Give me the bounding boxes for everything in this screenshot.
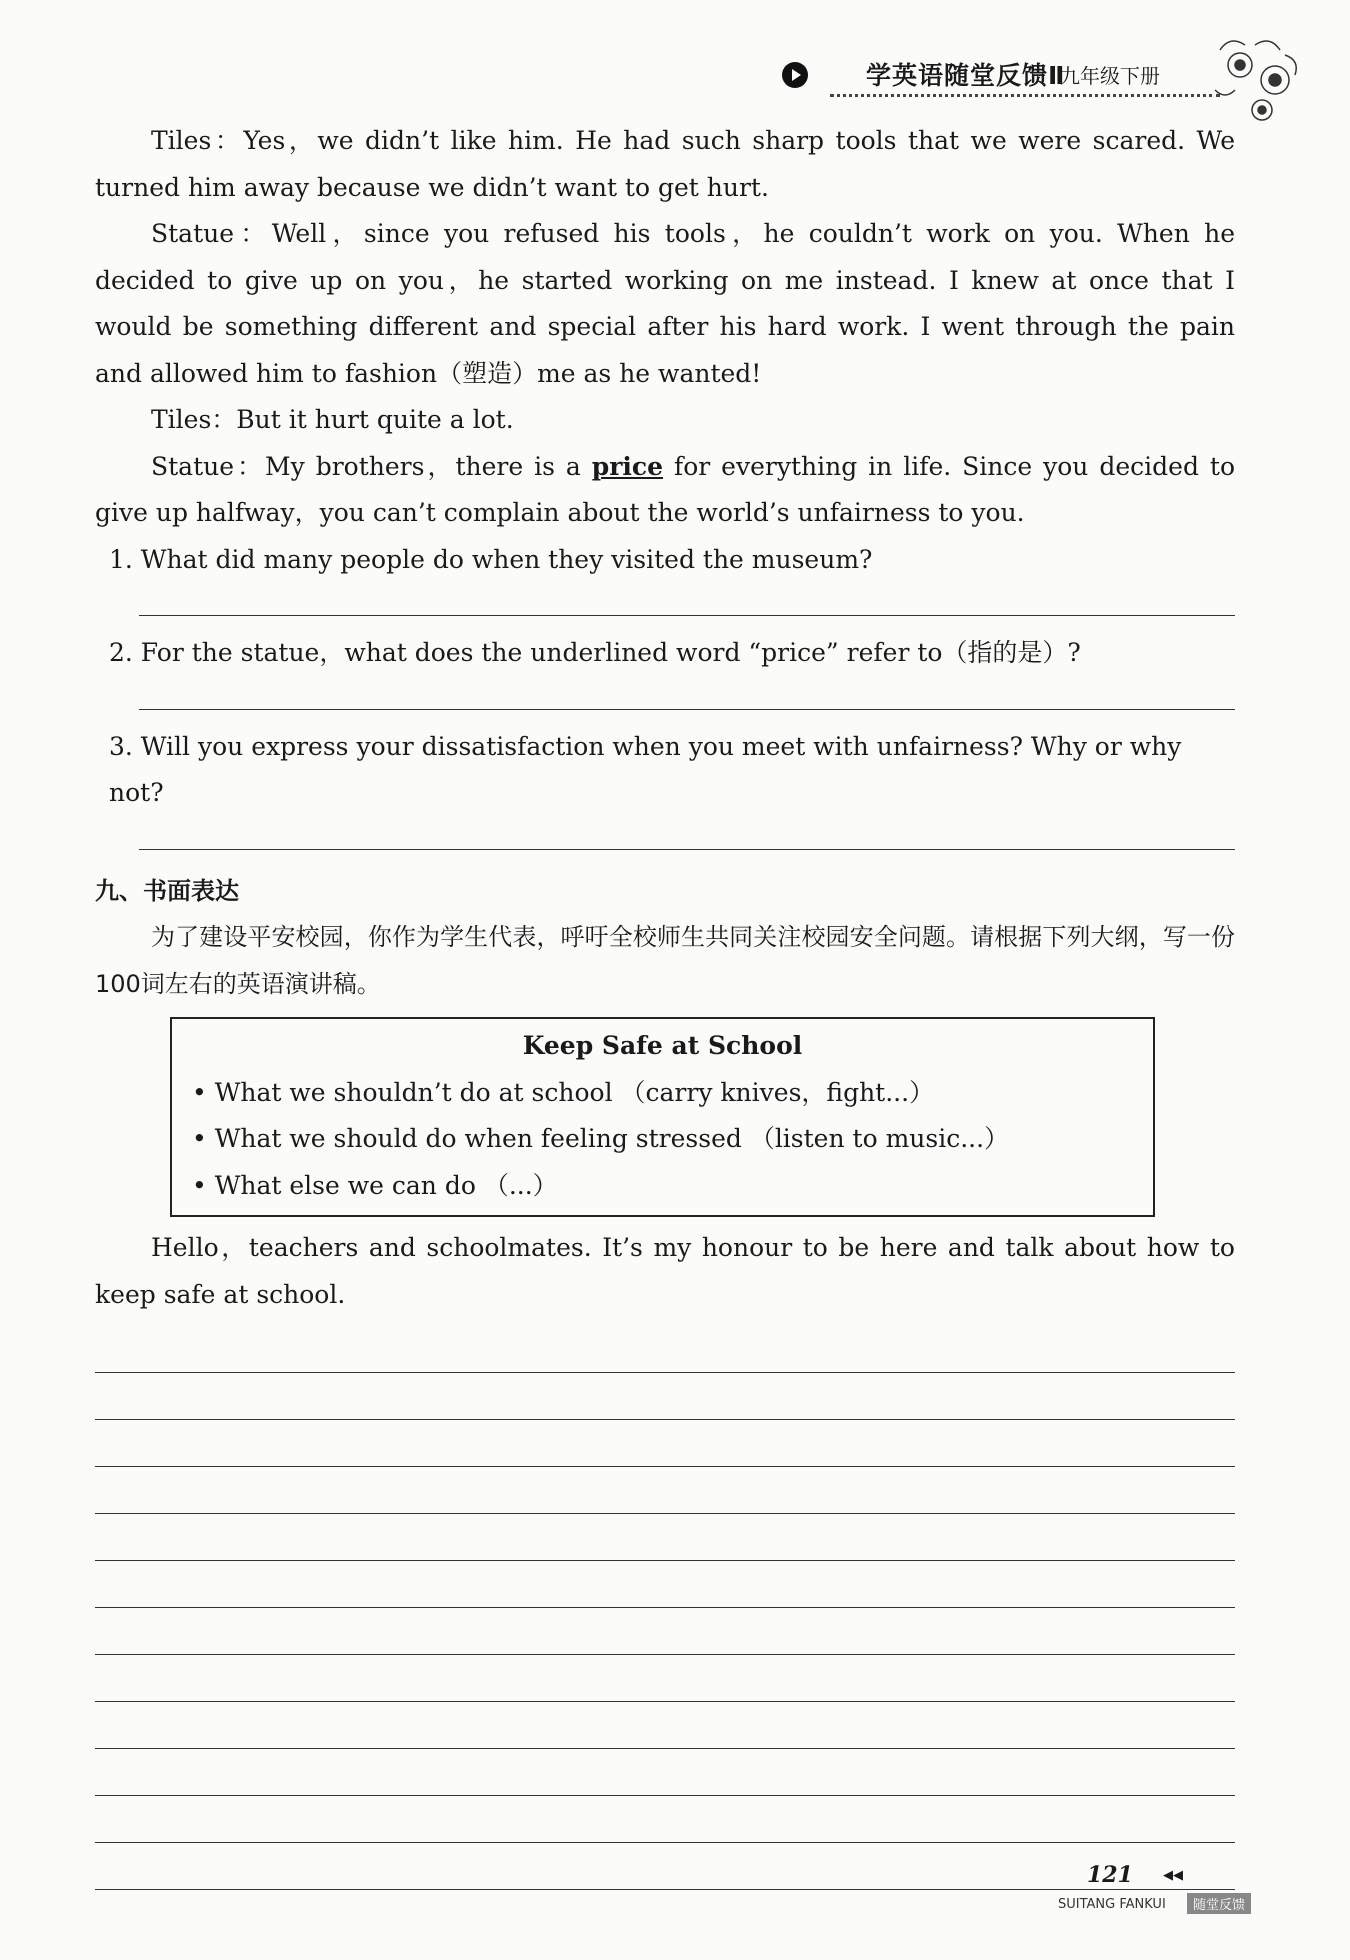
outline-item: • What we should do when feeling stressed （listen to music...） xyxy=(192,1124,1010,1153)
writing-line[interactable] xyxy=(95,1467,1235,1514)
underlined-word-price: price xyxy=(591,451,664,481)
writing-line[interactable] xyxy=(95,1420,1235,1467)
speech-opening: Hello，teachers and schoolmates. It’s my honour to be here and talk about how to keep safe at school. xyxy=(95,1233,1235,1309)
book-grade: 九年级下册 xyxy=(1060,64,1160,88)
writing-line[interactable] xyxy=(95,1702,1235,1749)
writing-line[interactable] xyxy=(95,1561,1235,1608)
answer-line-1[interactable] xyxy=(139,569,1235,616)
passage-paragraph-statue-1: Statue：Well，since you refused his tools，he couldn’t work on you. When he decided to give up on you，he started working on me instead. I knew at once that I would be something different and special after his hard work. I went through the pain and allowed him to fashion（塑造）me as he wanted! xyxy=(95,219,1235,388)
writing-line[interactable] xyxy=(95,1796,1235,1843)
page-content xyxy=(95,118,1235,1890)
writing-line[interactable] xyxy=(95,1749,1235,1796)
outline-box xyxy=(170,1017,1155,1217)
page-header xyxy=(0,50,1350,110)
series-badge: 随堂反馈 xyxy=(1187,1893,1251,1914)
passage-paragraph-tiles-2: Tiles：But it hurt quite a lot. xyxy=(151,405,514,434)
passage-text: for everything in life. Since you decided to give up halfway，you can’t complain about the world’s unfairness to you. xyxy=(95,451,1235,527)
flower-decoration-icon xyxy=(1200,20,1310,130)
question-2: 2. For the statue，what does the underlined word “price” refer to（指的是）? xyxy=(109,638,1081,667)
play-circle-icon xyxy=(782,62,808,88)
writing-line[interactable] xyxy=(95,1655,1235,1702)
page-number: 121 xyxy=(1087,1862,1133,1888)
writing-line[interactable] xyxy=(95,1373,1235,1420)
passage-text: Statue：My brothers，there is a xyxy=(151,451,592,481)
answer-line-2[interactable] xyxy=(139,663,1235,710)
writing-line[interactable] xyxy=(95,1843,1235,1890)
writing-line[interactable] xyxy=(95,1514,1235,1561)
series-name-en: SUITANG FANKUI xyxy=(1058,1897,1166,1912)
writing-instruction: 为了建设平安校园，你作为学生代表，呼吁全校师生共同关注校园安全问题。请根据下列大纲，写一份100词左右的英语演讲稿。 xyxy=(95,923,1235,998)
writing-line[interactable] xyxy=(95,1326,1235,1373)
double-left-arrow-icon: ◀◀ xyxy=(1163,1868,1183,1883)
outline-title: Keep Safe at School xyxy=(522,1031,803,1060)
outline-item: • What else we can do （...） xyxy=(192,1170,558,1200)
writing-section-title: 九、书面表达 xyxy=(95,876,239,905)
question-3: 3. Will you express your dissatisfaction when you meet with unfairness? Why or why not? xyxy=(109,731,1182,807)
answer-line-3[interactable] xyxy=(139,803,1235,850)
writing-lines[interactable] xyxy=(95,1326,1235,1890)
passage-paragraph-statue-2 xyxy=(95,444,1235,537)
question-1: 1. What did many people do when they visited the museum? xyxy=(109,544,873,574)
outline-item: • What we shouldn’t do at school （carry knives，fight...） xyxy=(192,1077,935,1107)
header-dotted-divider xyxy=(830,94,1220,97)
passage-paragraph-tiles-1: Tiles：Yes，we didn’t like him. He had such sharp tools that we were scared. We turned him away because we didn’t want to get hurt. xyxy=(95,126,1235,202)
writing-line[interactable] xyxy=(95,1608,1235,1655)
book-title: 学英语随堂反馈Ⅱ xyxy=(866,61,1066,90)
